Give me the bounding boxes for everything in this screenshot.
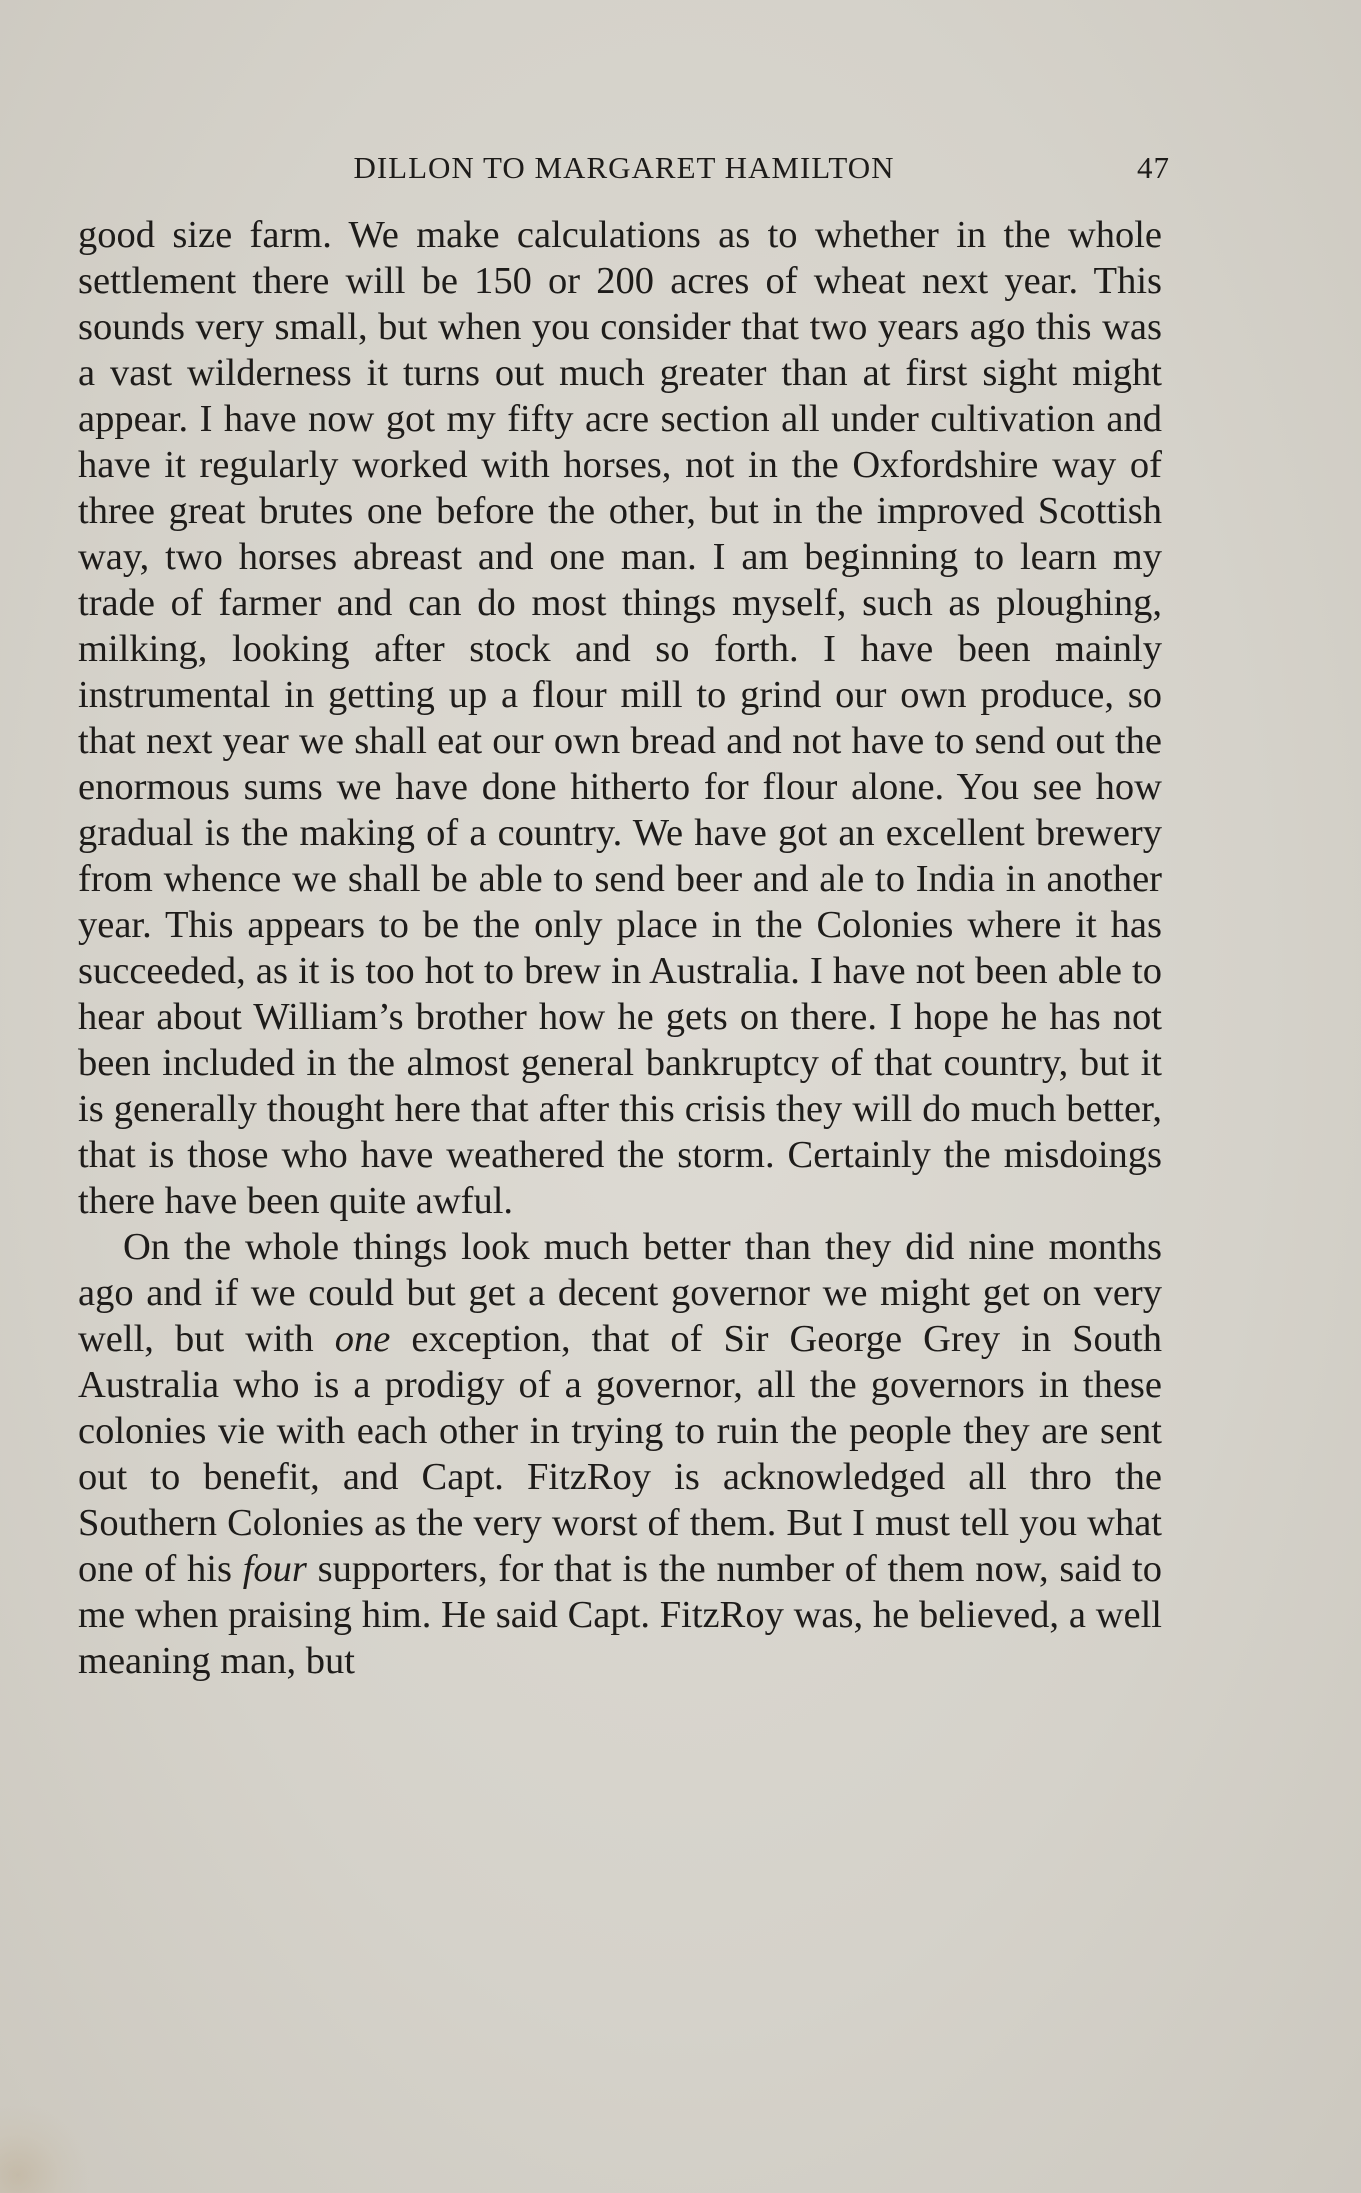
paragraph-part: exception, that of Sir George Grey in South Australia who is a prodigy of a governor, all the governors in these colonies vie with each other in trying to ruin the people they are sent out to benefit, and Capt. FitzRoy is acknowledged all thro the Southern Colonies as the very worst of them. But I must tell you what one of his bbox=[78, 1318, 1162, 1590]
page-number: 47 bbox=[1137, 150, 1170, 185]
paragraph-governor bbox=[78, 1224, 1162, 1684]
paragraph-part: supporters, for that is the number of them now, said to me when praising him. He said Capt. FitzRoy was, he believed, a well meaning man, but bbox=[78, 1548, 1163, 1682]
body-text bbox=[78, 212, 1162, 1684]
running-title: DILLON TO MARGARET HAMILTON bbox=[353, 150, 895, 185]
paragraph-continued: good size farm. We make calculations as to whether in the whole settlement there will be 150 or 200 acres of wheat next year. This sounds very small, but when you consider that two years ago this was a vast wilderness it turns out much greater than at first sight might appear. I have now got my fifty acre section all under cultivation and have it regularly worked with horses, not in the Oxfordshire way of three great brutes one before the other, but in the improved Scottish way, two horses abreast and one man. I am beginning to learn my trade of farmer and can do most things myself, such as ploughing, milking, looking after stock and so forth. I have been mainly instrumental in getting up a flour mill to grind our own produce, so that next year we shall eat our own bread and not have to send out the enormous sums we have done hitherto for flour alone. You see how gradual is the making of a country. We have got an excellent brewery from whence we shall be able to send beer and ale to India in another year. This appears to be the only place in the Colonies where it has succeeded, as it is too hot to brew in Australia. I have not been able to hear about William’s brother how he gets on there. I hope he has not been included in the almost general bankruptcy of that country, but it is generally thought here that after this crisis they will do much better, that is those who have weathered the storm. Certainly the misdoings there have been quite awful. bbox=[78, 214, 1162, 1222]
emphasis-one: one bbox=[334, 1318, 391, 1360]
paper-stain bbox=[0, 2103, 90, 2193]
paragraph-part: On the whole things look much better than they did nine months ago and if we could but get a decent governor we might get on very well, but with bbox=[78, 1226, 1162, 1360]
running-head bbox=[78, 150, 1170, 190]
emphasis-four: four bbox=[242, 1548, 307, 1590]
